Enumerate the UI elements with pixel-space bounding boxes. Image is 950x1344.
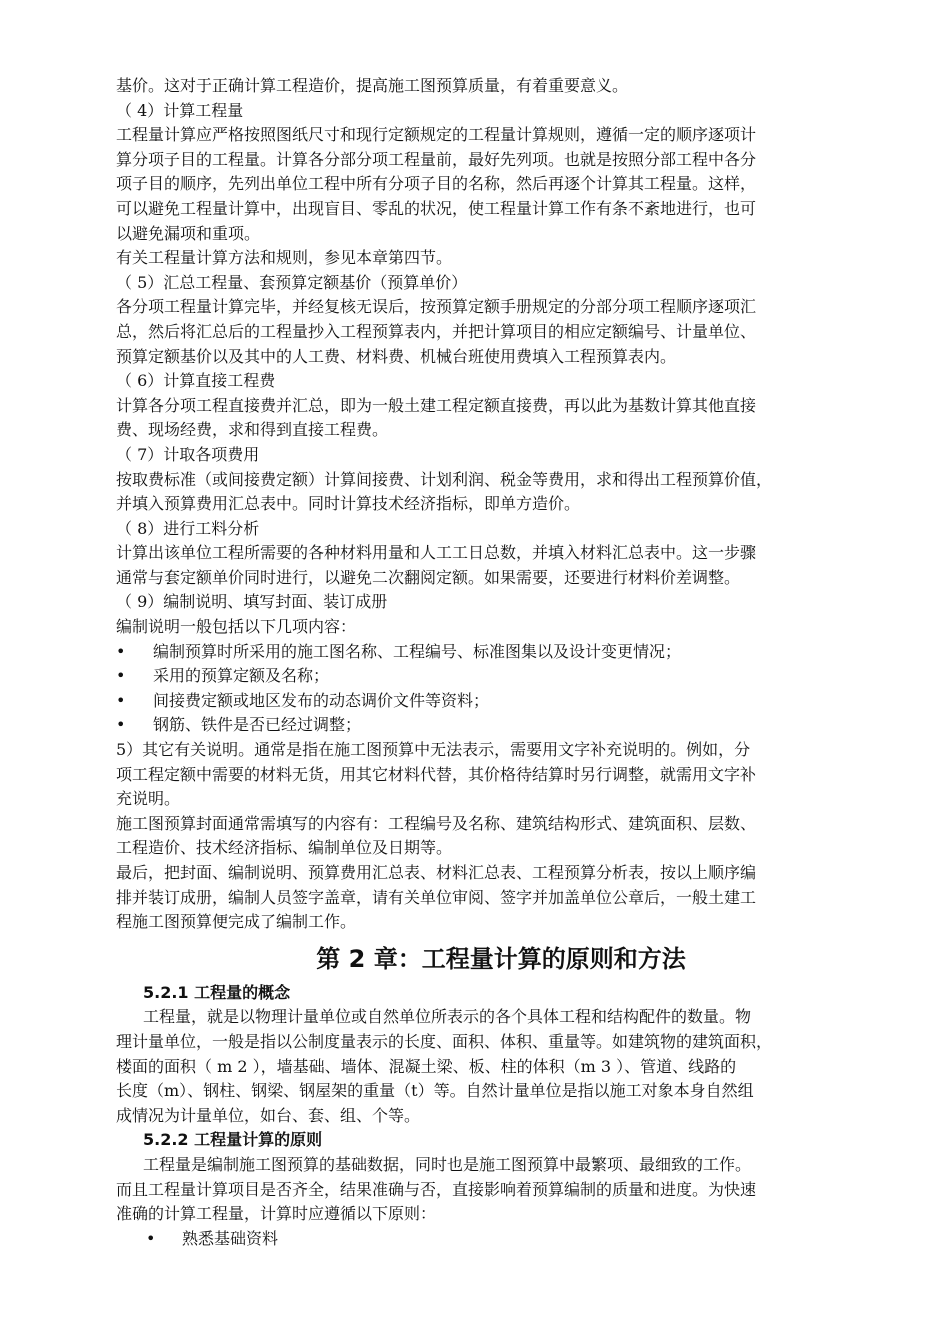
paragraph-line: 计算出该单位工程所需要的各种材料用量和人工工日总数，并填入材料汇总表中。这一步骤 [116, 543, 757, 563]
paragraph-line: 可以避免工程量计算中，出现盲目、零乱的状况，使工程量计算工作有条不紊地进行，也可 [116, 198, 757, 218]
list-item [116, 689, 886, 714]
document-page [116, 74, 886, 1251]
list-item-text: 编制预算时所采用的施工图名称、工程编号、标准图集以及设计变更情况； [153, 641, 682, 661]
paragraph-line: 工程量是编制施工图预算的基础数据，同时也是施工图预算中最繁项、最细致的工作。 [143, 1154, 752, 1174]
bullet-icon: • [116, 641, 126, 661]
list-item-text: 钢筋、铁件是否已经过调整； [153, 715, 362, 735]
paragraph-line: 总，然后将汇总后的工程量抄入工程预算表内，并把计算项目的相应定额编号、计量单位、 [116, 321, 757, 341]
step-heading: （ 8）进行工料分析 [116, 518, 260, 538]
paragraph-line: 工程造价、技术经济指标、编制单位及日期等。 [116, 838, 453, 858]
paragraph-line: 各分项工程量计算完毕，并经复核无误后，按预算定额手册规定的分部分项工程顺序逐项汇 [116, 297, 757, 317]
list-item [116, 664, 886, 689]
bullet-icon: • [116, 690, 126, 710]
paragraph-line: 准确的计算工程量，计算时应遵循以下原则： [116, 1204, 437, 1224]
step-heading: （ 9）编制说明、填写封面、装订成册 [116, 592, 388, 612]
step-heading: （ 5）汇总工程量、套预算定额基价（预算单价） [116, 272, 468, 292]
paragraph-line: 按取费标准（或间接费定额）计算间接费、计划利润、税金等费用，求和得出工程预算价值， [116, 469, 773, 489]
paragraph-line: 有关工程量计算方法和规则，参见本章第四节。 [116, 248, 453, 268]
paragraph-line: 计算各分项工程直接费并汇总，即为一般土建工程定额直接费，再以此为基数计算其他直接 [116, 395, 757, 415]
paragraph-line: 楼面的面积（ m 2 ），墙基础、墙体、混凝土梁、板、柱的体积（m 3 ）、管道、线路的 [116, 1056, 737, 1076]
paragraph-line: 费、现场经费，求和得到直接工程费。 [116, 420, 389, 440]
step-heading: （ 6）计算直接工程费 [116, 371, 276, 391]
list-item-text: 采用的预算定额及名称； [153, 666, 330, 686]
paragraph-line: 5）其它有关说明。通常是指在施工图预算中无法表示，需要用文字补充说明的。例如，分 [116, 740, 751, 760]
section-heading: 5.2.2 工程量计算的原则 [143, 1130, 323, 1150]
paragraph-line: 成情况为计量单位，如台、套、组、个等。 [116, 1105, 421, 1125]
bullet-icon: • [116, 666, 126, 686]
step-heading: （ 4）计算工程量 [116, 100, 244, 120]
paragraph-line: 算分项子目的工程量。计算各分部分项工程量前，最好先列项。也就是按照分部工程中各分 [116, 149, 757, 169]
paragraph-line: 工程量，就是以物理计量单位或自然单位所表示的各个具体工程和结构配件的数量。物 [143, 1007, 752, 1027]
paragraph-line: 理计量单位，一般是指以公制度量表示的长度、面积、体积、重量等。如建筑物的建筑面积， [116, 1031, 773, 1051]
paragraph-line: 项子目的顺序，先列出单位工程中所有分项子目的名称，然后再逐个计算其工程量。这样， [116, 174, 757, 194]
paragraph-line: 施工图预算封面通常需填写的内容有：工程编号及名称、建筑结构形式、建筑面积、层数、 [116, 813, 757, 833]
list-item [116, 713, 886, 738]
paragraph-line: 程施工图预算便完成了编制工作。 [116, 912, 357, 932]
list-item-text: 熟悉基础资料 [182, 1228, 279, 1248]
list-item-text: 间接费定额或地区发布的动态调价文件等资料； [153, 690, 490, 710]
paragraph-line: 编制说明一般包括以下几项内容： [116, 617, 357, 637]
section-heading: 5.2.1 工程量的概念 [143, 982, 291, 1002]
list-item [116, 640, 886, 665]
paragraph-line: 最后，把封面、编制说明、预算费用汇总表、材料汇总表、工程预算分析表，按以上顺序编 [116, 863, 757, 882]
bullet-icon: • [116, 715, 126, 735]
paragraph-line: 排并装订成册，编制人员签字盖章，请有关单位审阅、签字并加盖单位公章后，一般土建工 [116, 887, 757, 907]
paragraph-line: 而且工程量计算项目是否齐全，结果准确与否，直接影响着预算编制的质量和进度。为快速 [116, 1179, 757, 1199]
paragraph-line: 充说明。 [116, 789, 181, 809]
list-item [116, 1227, 886, 1252]
chapter-title: 第 2 章：工程量计算的原则和方法 [316, 944, 686, 973]
paragraph-line: 工程量计算应严格按照图纸尺寸和现行定额规定的工程量计算规则，遵循一定的顺序逐项计 [116, 125, 757, 145]
paragraph-line: 基价。这对于正确计算工程造价，提高施工图预算质量，有着重要意义。 [116, 76, 629, 95]
paragraph-line: 以避免漏项和重项。 [116, 223, 261, 243]
step-heading: （ 7）计取各项费用 [116, 444, 260, 464]
paragraph-line: 预算定额基价以及其中的人工费、材料费、机械台班使用费填入工程预算表内。 [116, 346, 677, 366]
paragraph-line: 并填入预算费用汇总表中。同时计算技术经济指标，即单方造价。 [116, 494, 581, 514]
paragraph-line: 通常与套定额单价同时进行，以避免二次翻阅定额。如果需要，还要进行材料价差调整。 [116, 567, 741, 587]
bullet-icon: • [146, 1228, 156, 1248]
paragraph-line: 项工程定额中需要的材料无货，用其它材料代替，其价格待结算时另行调整，就需用文字补 [116, 764, 757, 784]
paragraph-line: 长度（m）、钢柱、钢梁、钢屋架的重量（t）等。自然计量单位是指以施工对象本身自然组 [116, 1081, 754, 1101]
